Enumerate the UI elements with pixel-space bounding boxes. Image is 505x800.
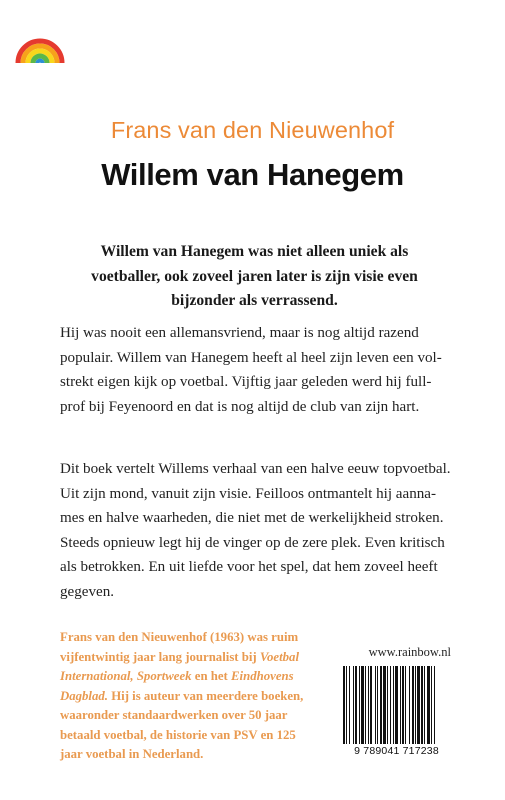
author-bio xyxy=(60,628,304,765)
body-line: populair. Willem van Hanegem heeft al heel zijn leven een vol- xyxy=(60,349,442,366)
lead-line: voetballer, ook zoveel jaren later is zijn visie even xyxy=(91,267,418,285)
barcode-bar xyxy=(390,666,391,744)
body-paragraph-2 xyxy=(60,457,455,604)
barcode-bar xyxy=(375,666,376,744)
barcode-bar xyxy=(346,666,347,744)
body-line: Uit zijn mond, vanuit zijn visie. Feilloos ontmantelt hij aanna- xyxy=(60,485,437,502)
body-paragraph-1 xyxy=(60,321,455,419)
barcode-bar xyxy=(409,666,410,744)
barcode-bar xyxy=(355,666,357,744)
barcode-bar xyxy=(417,666,420,744)
barcode-bar xyxy=(427,666,430,744)
barcode-bar xyxy=(405,666,406,744)
barcode-bar xyxy=(370,666,372,744)
bio-line: Dagblad. Hij is auteur van meerdere boeken, xyxy=(60,688,304,703)
book-title: Willem van Hanegem xyxy=(101,157,404,192)
barcode-bar xyxy=(361,666,364,744)
barcode-bar xyxy=(415,666,416,744)
body-line: mes en halve waarheden, die niet met de werkelijkheid stroken. xyxy=(60,510,444,526)
barcode-bar xyxy=(393,666,394,744)
barcode-bar xyxy=(434,666,435,744)
barcode-bar xyxy=(387,666,388,744)
barcode-bar xyxy=(380,666,382,744)
body-line: prof bij Feyenoord en dat is nog altijd de club van zijn hart. xyxy=(60,398,420,415)
barcode-bar xyxy=(402,666,404,744)
barcode-bar xyxy=(359,666,360,744)
bio-line: vijfentwintig jaar lang journalist bij Voetbal xyxy=(60,649,300,664)
barcode-bar xyxy=(353,666,354,744)
barcode-bar xyxy=(365,666,366,744)
body-line: Hij was nooit een allemansvriend, maar is nog altijd razend xyxy=(60,325,419,341)
barcode-bar xyxy=(400,666,401,744)
body-line: Steeds opnieuw legt hij de vinger op de zere plek. Even kritisch xyxy=(60,534,445,551)
barcode-bar xyxy=(377,666,378,744)
barcode-bar xyxy=(421,666,423,744)
barcode-bar xyxy=(349,666,350,744)
body-line: Dit boek vertelt Willems verhaal van een halve eeuw topvoetbal. xyxy=(60,461,451,477)
body-line: strekt eigen kijk op voetbal. Vijftig jaar geleden werd hij full- xyxy=(60,374,432,390)
lead-line: Willem van Hanegem was niet alleen uniek als xyxy=(100,243,409,260)
author-name: Frans van den Nieuwenhof xyxy=(110,117,395,143)
bio-line: Frans van den Nieuwenhof (1963) was ruim xyxy=(60,630,299,644)
barcode-bar xyxy=(368,666,369,744)
rainbow-logo-icon xyxy=(14,21,66,65)
bio-line: jaar voetbal in Nederland. xyxy=(60,747,204,761)
body-line: gegeven. xyxy=(60,583,115,600)
body-line: als betrokken. En uit liefde voor het spel, dat hem zoveel heeft xyxy=(60,559,438,575)
lead-paragraph xyxy=(82,240,427,314)
isbn-digits: 9 789041 717238 xyxy=(354,745,439,757)
barcode-bar xyxy=(424,666,425,744)
barcode-bar xyxy=(412,666,414,744)
barcode-bar xyxy=(383,666,386,744)
barcode-bar xyxy=(343,666,345,744)
barcode-bar xyxy=(395,666,398,744)
bio-line: betaald voetbal, de historie van PSV en 125 xyxy=(60,727,296,742)
bio-line: International, Sportweek en het Eindhovens xyxy=(60,669,294,683)
publisher-website: www.rainbow.nl xyxy=(368,645,451,659)
barcode-bar xyxy=(431,666,432,744)
bio-line: waaronder standaardwerken over 50 jaar xyxy=(60,708,288,722)
lead-line: bijzonder als verrassend. xyxy=(171,292,338,309)
